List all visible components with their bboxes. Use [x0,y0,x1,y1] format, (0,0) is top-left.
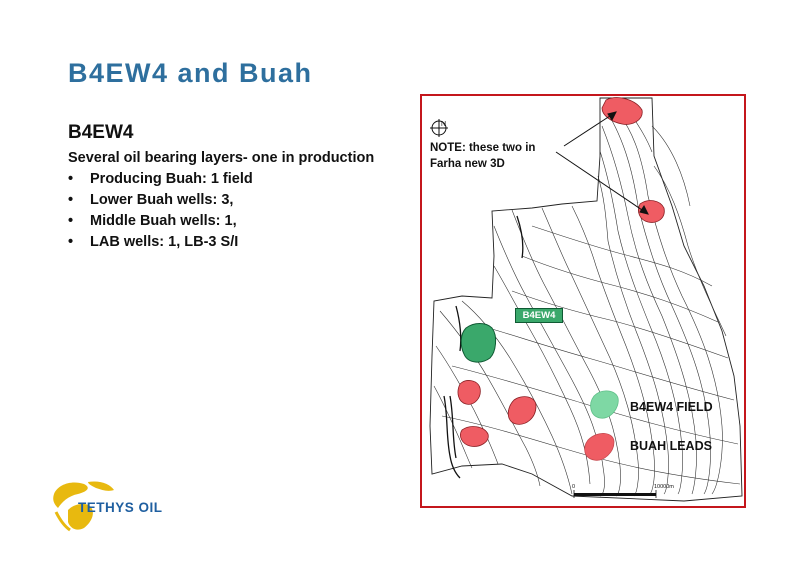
buah-lead-area [508,397,536,425]
bullet-text: Producing Buah: 1 field [90,171,253,187]
buah-lead-area [460,427,488,447]
contour-map [420,94,746,508]
legend-lead-swatch [585,433,614,460]
buah-lead-area [602,98,642,125]
bullet-item: • Producing Buah: 1 field [68,171,253,187]
north-arrow-icon [428,118,450,138]
svg-text:N: N [441,121,447,128]
bullet-list [68,169,253,253]
scale-end-label: 10000m [654,484,674,490]
intro-line: Several oil bearing layers- one in production [68,150,375,166]
bullet-text: Lower Buah wells: 3, [90,192,234,208]
map-note: NOTE: these two in Farha new 3D [430,142,536,170]
legend-field-swatch [591,391,619,418]
legend-field-label: B4EW4 FIELD [630,400,713,414]
bullet-item: • Lower Buah wells: 3, [68,192,234,208]
field-badge: B4EW4 [515,308,563,323]
b4ew4-field-area [461,324,495,363]
legend-lead-label: BUAH LEADS [630,439,712,453]
slide-title: B4EW4 and Buah [68,58,313,88]
bullet-text: Middle Buah wells: 1, [90,213,237,229]
bullet-item: • Middle Buah wells: 1, [68,213,237,229]
buah-lead-area [458,381,480,405]
section-heading: B4EW4 [68,122,134,143]
logo-text: TETHYS OIL [78,500,163,515]
scale-start-label: 0 [572,484,576,490]
bullet-item: • LAB wells: 1, LB-3 S/I [68,234,239,250]
bullet-text: LAB wells: 1, LB-3 S/I [90,234,239,250]
